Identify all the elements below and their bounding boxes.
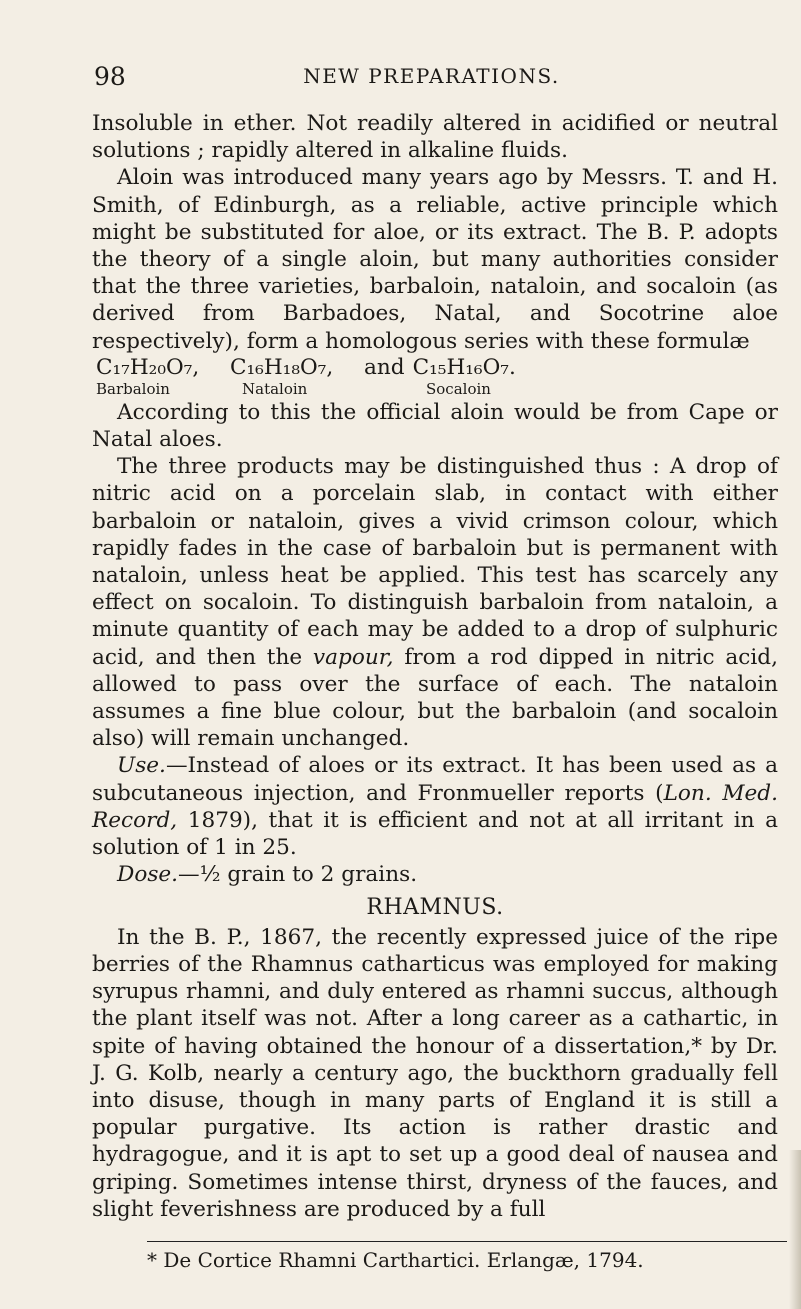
paragraph-dose [92, 861, 778, 888]
page-edge-shadow [789, 1150, 801, 1309]
label-barbaloin: Barbaloin [96, 379, 170, 398]
paragraph-aloin-intro: Aloin was introduced many years ago by Messrs. T. and H. Smith, of Edinburgh, as a reliable, active principle which might be substituted for aloe, or its extract. The B. P. adopts the theory of a single aloin, but many authorities consider that the three varieties, barbaloin, nataloin, and socaloin (as derived from Barbadoes, Natal, and Socotrine aloe respectively), form a homologous series with these formulæ [92, 165, 778, 354]
paragraph-use [92, 752, 778, 861]
paragraph-according: According to this the official aloin would be from Cape or Natal aloes. [92, 399, 778, 453]
dose-label: Dose. [117, 862, 179, 888]
running-title: NEW PREPARATIONS. [303, 64, 560, 88]
distinguish-text-a: The three products may be distinguished thus : A drop of nitric acid on a porcelain slab, in contact with either barbaloin or nataloin, gives a vivid crimson colour, which rapidly fades in the case of barbaloin but is permanent with nataloin, unless heat be applied. This test has scarcely any effect on socaloin. To distinguish barbaloin from nataloin, a minute quantity of each may be added to a drop of sulphuric acid, and then the [92, 454, 778, 670]
label-nataloin: Nataloin [242, 379, 308, 398]
page-header [94, 62, 769, 96]
use-text-a: —Instead of aloes or its extract. It has been used as a subcutaneous injection, and Fronmueller reports ( [92, 753, 778, 806]
paragraph-insoluble: Insoluble in ether. Not readily altered in acidified or neutral solutions ; rapidly altered in alkaline fluids. [92, 111, 778, 164]
label-socaloin: Socaloin [426, 379, 491, 398]
paragraph-distinguish [92, 453, 778, 752]
use-label: Use. [117, 753, 166, 779]
formula-barbaloin: C₁₇H₂₀O₇, [96, 354, 200, 380]
formula-and: and [364, 354, 405, 380]
formula-row [92, 355, 778, 381]
page-number: 98 [94, 62, 126, 91]
distinguish-text-b: from a rod dipped in nitric acid, allowed to pass over the surface of each. The nataloin assumes a fine blue colour, but the barbaloin (and socaloin also) will remain unchanged. [92, 644, 778, 752]
formula-labels [92, 381, 778, 397]
formula-socaloin: C₁₅H₁₆O₇. [412, 354, 516, 380]
use-text-b: 1879), that it is efficient and not at all irritant in a solution of 1 in 25. [92, 807, 778, 861]
section-heading-rhamnus: RHAMNUS. [366, 895, 504, 921]
body-text [92, 110, 778, 1223]
dose-text: —½ grain to 2 grains. [178, 862, 418, 888]
use-citation: Lon. Med. Record, [92, 780, 778, 833]
distinguish-italic: vapour, [312, 644, 394, 670]
footnote [147, 1241, 787, 1272]
formula-nataloin: C₁₆H₁₈O₇, [230, 354, 334, 380]
footnote-text: * De Cortice Rhamni Carthartici. Erlangæ, 1794. [147, 1248, 644, 1272]
paragraph-rhamnus: In the B. P., 1867, the recently expressed juice of the ripe berries of the Rhamnus catharticus was employed for making syrupus rhamni, and duly entered as rhamni succus, although the plant itself was not. After a long career as a cathartic, in spite of having obtained the honour of a dissertation,* by Dr. J. G. Kolb, nearly a century ago, the buckthorn gradually fell into disuse, though in many parts of England it is still a popular purgative. Its action is rather drastic and hydragogue, and it is apt to set up a good deal of nausea and griping. Sometimes intense thirst, dryness of the fauces, and slight feverishness are produced by a full [92, 924, 778, 1222]
